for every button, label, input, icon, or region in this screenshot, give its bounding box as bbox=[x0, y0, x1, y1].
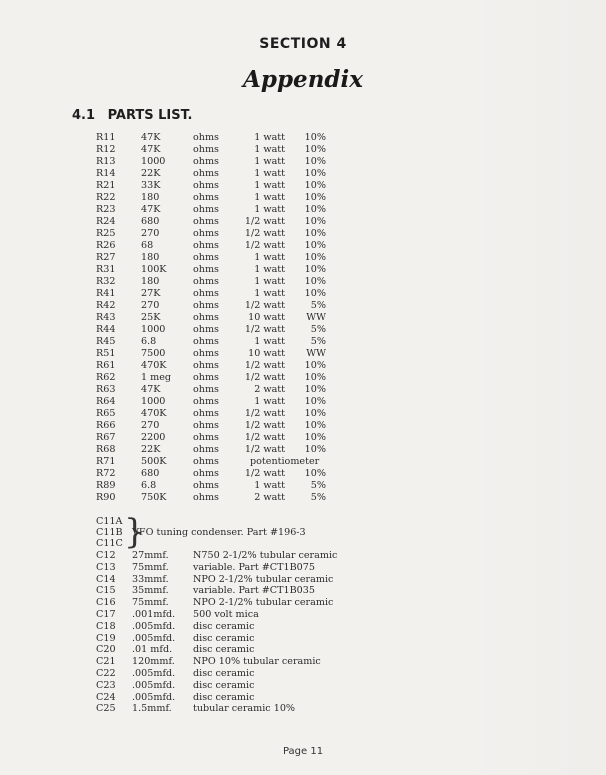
part-tolerance: 10% bbox=[304, 396, 326, 407]
part-value: .005mfd. bbox=[132, 667, 176, 679]
part-value: 75mmf. bbox=[132, 561, 169, 573]
part-description: 500 volt mica bbox=[193, 608, 259, 620]
part-unit: ohms bbox=[193, 264, 219, 275]
part-ref: C22 bbox=[96, 667, 116, 679]
part-value: 1.5mmf. bbox=[132, 703, 172, 715]
part-unit: ohms bbox=[193, 468, 219, 479]
part-wattage: 1 watt bbox=[254, 168, 285, 179]
vfo-ref: C11C bbox=[96, 538, 123, 549]
part-ref: R44 bbox=[96, 324, 116, 335]
part-description: disc ceramic bbox=[193, 679, 255, 691]
part-wattage: 1 watt bbox=[254, 180, 285, 191]
part-wattage: 1/2 watt bbox=[244, 372, 285, 383]
part-ref: R32 bbox=[96, 276, 116, 287]
resistor-row bbox=[0, 228, 606, 240]
part-wattage: 1 watt bbox=[254, 192, 285, 203]
resistor-row bbox=[0, 324, 606, 336]
part-wattage: 1 watt bbox=[254, 480, 285, 491]
vfo-ref: C11B bbox=[96, 527, 123, 538]
part-tolerance: 10% bbox=[304, 288, 326, 299]
part-ref: R63 bbox=[96, 384, 116, 395]
part-unit: ohms bbox=[193, 168, 219, 179]
part-ref: C17 bbox=[96, 608, 116, 620]
part-description: N750 2-1/2% tubular ceramic bbox=[193, 550, 338, 561]
part-ref: R14 bbox=[96, 168, 116, 179]
part-wattage: 1/2 watt bbox=[244, 444, 285, 455]
part-wattage: 1 watt bbox=[254, 336, 285, 347]
capacitor-row bbox=[0, 585, 606, 597]
part-value: 6.8 bbox=[141, 336, 157, 347]
part-wattage: 1 watt bbox=[254, 204, 285, 215]
resistor-row bbox=[0, 396, 606, 408]
part-wattage: 1/2 watt bbox=[244, 432, 285, 443]
part-unit: ohms bbox=[193, 192, 219, 203]
part-unit: ohms bbox=[193, 240, 219, 251]
part-value: 180 bbox=[141, 252, 160, 263]
part-wattage: 2 watt bbox=[254, 384, 285, 395]
part-wattage: 1/2 watt bbox=[244, 324, 285, 335]
part-wattage: 1/2 watt bbox=[244, 216, 285, 227]
heading-label: PARTS LIST. bbox=[107, 108, 193, 123]
part-tolerance: 10% bbox=[304, 264, 326, 275]
page-title: Appendix bbox=[243, 66, 363, 93]
capacitor-row bbox=[0, 550, 606, 562]
part-value: 470K bbox=[141, 360, 167, 371]
part-ref: R65 bbox=[96, 408, 116, 419]
part-wattage: 1 watt bbox=[254, 132, 285, 143]
part-ref: R43 bbox=[96, 312, 116, 323]
resistor-row bbox=[0, 408, 606, 420]
part-ref: R61 bbox=[96, 360, 116, 371]
part-tolerance: 5% bbox=[310, 336, 326, 347]
part-tolerance: 10% bbox=[304, 252, 326, 263]
part-wattage: 10 watt bbox=[248, 312, 285, 323]
part-unit: ohms bbox=[193, 324, 219, 335]
part-wattage: 1 watt bbox=[254, 252, 285, 263]
part-ref: C23 bbox=[96, 679, 116, 691]
part-unit: ohms bbox=[193, 432, 219, 443]
part-unit: ohms bbox=[193, 492, 219, 503]
part-unit: ohms bbox=[193, 312, 219, 323]
part-ref: R24 bbox=[96, 216, 116, 227]
part-value: 33mmf. bbox=[132, 573, 169, 585]
part-value: 680 bbox=[141, 216, 160, 227]
part-ref: R71 bbox=[96, 456, 116, 467]
capacitor-row bbox=[0, 562, 606, 574]
part-unit: ohms bbox=[193, 360, 219, 371]
part-value: 270 bbox=[141, 228, 160, 239]
part-value: 1000 bbox=[141, 156, 166, 167]
resistor-row bbox=[0, 372, 606, 384]
part-unit: ohms bbox=[193, 420, 219, 431]
part-description: disc ceramic bbox=[193, 620, 255, 632]
part-ref: R25 bbox=[96, 228, 116, 239]
part-ref: R67 bbox=[96, 432, 116, 443]
part-unit: ohms bbox=[193, 156, 219, 167]
part-value: .005mfd. bbox=[132, 620, 176, 632]
vfo-description: VFO tuning condenser. Part #196-3 bbox=[132, 527, 306, 538]
part-tolerance: 10% bbox=[304, 204, 326, 215]
part-ref: R12 bbox=[96, 144, 116, 155]
part-wattage: 1/2 watt bbox=[244, 468, 285, 479]
part-tolerance: 10% bbox=[304, 444, 326, 455]
part-unit: ohms bbox=[193, 300, 219, 311]
part-value: 68 bbox=[141, 240, 154, 251]
part-tolerance: 5% bbox=[310, 300, 326, 311]
capacitor-row bbox=[0, 703, 606, 715]
capacitor-row bbox=[0, 680, 606, 692]
part-ref: C16 bbox=[96, 597, 116, 609]
part-ref: C12 bbox=[96, 550, 116, 561]
part-value: 180 bbox=[141, 276, 160, 287]
part-unit: ohms bbox=[193, 288, 219, 299]
part-unit: ohms bbox=[193, 216, 219, 227]
part-unit: ohms bbox=[193, 408, 219, 419]
part-unit: ohms bbox=[193, 252, 219, 263]
part-ref: R13 bbox=[96, 156, 116, 167]
resistor-row bbox=[0, 456, 606, 468]
part-wattage: 1/2 watt bbox=[244, 228, 285, 239]
resistor-row bbox=[0, 132, 606, 144]
resistor-row bbox=[0, 216, 606, 228]
resistor-row bbox=[0, 300, 606, 312]
part-value: 500K bbox=[141, 456, 167, 467]
part-ref: C21 bbox=[96, 656, 116, 668]
part-value: 27K bbox=[141, 288, 161, 299]
resistor-list bbox=[0, 132, 606, 504]
capacitor-row bbox=[0, 633, 606, 645]
resistor-row bbox=[0, 444, 606, 456]
part-ref: R23 bbox=[96, 204, 116, 215]
part-value: 680 bbox=[141, 468, 160, 479]
part-tolerance: 5% bbox=[310, 480, 326, 491]
part-unit: ohms bbox=[193, 480, 219, 491]
part-wattage: 1 watt bbox=[254, 396, 285, 407]
part-unit: ohms bbox=[193, 444, 219, 455]
part-wattage: 2 watt bbox=[254, 492, 285, 503]
part-tolerance: 10% bbox=[304, 384, 326, 395]
part-value: 1 meg bbox=[141, 372, 172, 383]
section-label: SECTION 4 bbox=[259, 36, 347, 52]
part-wattage: 1/2 watt bbox=[244, 300, 285, 311]
part-ref: R22 bbox=[96, 192, 116, 203]
part-tolerance: 10% bbox=[304, 276, 326, 287]
resistor-row bbox=[0, 336, 606, 348]
capacitor-row bbox=[0, 644, 606, 656]
part-value: 27mmf. bbox=[132, 550, 169, 561]
part-tolerance: 10% bbox=[304, 360, 326, 371]
resistor-row bbox=[0, 420, 606, 432]
part-ref: R68 bbox=[96, 444, 116, 455]
part-value: 270 bbox=[141, 300, 160, 311]
part-description: disc ceramic bbox=[193, 667, 255, 679]
capacitor-row bbox=[0, 692, 606, 704]
part-description: variable. Part #CT1B035 bbox=[193, 585, 315, 597]
part-value: 25K bbox=[141, 312, 161, 323]
part-tolerance: 10% bbox=[304, 192, 326, 203]
vfo-refs bbox=[96, 516, 123, 549]
part-value: 1000 bbox=[141, 396, 166, 407]
part-tolerance: 10% bbox=[304, 420, 326, 431]
part-tolerance: 10% bbox=[304, 432, 326, 443]
part-ref: C15 bbox=[96, 585, 116, 597]
part-value: 180 bbox=[141, 192, 160, 203]
capacitor-row bbox=[0, 656, 606, 668]
part-ref: R21 bbox=[96, 180, 116, 191]
part-ref: R27 bbox=[96, 252, 116, 263]
part-wattage: 1/2 watt bbox=[244, 408, 285, 419]
part-unit: ohms bbox=[193, 384, 219, 395]
part-tolerance: 10% bbox=[304, 372, 326, 383]
part-wattage: 1/2 watt bbox=[244, 420, 285, 431]
part-value: .005mfd. bbox=[132, 632, 176, 644]
part-unit: ohms bbox=[193, 372, 219, 383]
part-description: disc ceramic bbox=[193, 632, 255, 644]
resistor-row bbox=[0, 288, 606, 300]
resistor-row bbox=[0, 144, 606, 156]
part-unit: ohms bbox=[193, 228, 219, 239]
part-tolerance: WW bbox=[306, 312, 326, 323]
part-ref: R42 bbox=[96, 300, 116, 311]
part-value: 470K bbox=[141, 408, 167, 419]
part-ref: R64 bbox=[96, 396, 116, 407]
part-unit: ohms bbox=[193, 144, 219, 155]
part-value: 47K bbox=[141, 384, 161, 395]
part-wattage: 1 watt bbox=[254, 264, 285, 275]
part-value: 22K bbox=[141, 444, 161, 455]
capacitor-row bbox=[0, 621, 606, 633]
part-unit: ohms bbox=[193, 204, 219, 215]
part-value: 120mmf. bbox=[132, 656, 175, 668]
part-ref: R72 bbox=[96, 468, 116, 479]
part-ref: C14 bbox=[96, 573, 116, 585]
part-unit: ohms bbox=[193, 396, 219, 407]
part-value: 47K bbox=[141, 204, 161, 215]
resistor-row bbox=[0, 468, 606, 480]
part-unit: ohms bbox=[193, 132, 219, 143]
part-tolerance: WW bbox=[306, 348, 326, 359]
part-description: NPO 10% tubular ceramic bbox=[193, 656, 321, 668]
part-value: 1000 bbox=[141, 324, 166, 335]
resistor-row bbox=[0, 240, 606, 252]
part-ref: R62 bbox=[96, 372, 116, 383]
part-wattage: 1/2 watt bbox=[244, 240, 285, 251]
part-wattage: 1/2 watt bbox=[244, 360, 285, 371]
part-value: 100K bbox=[141, 264, 167, 275]
resistor-row bbox=[0, 312, 606, 324]
resistor-row bbox=[0, 276, 606, 288]
resistor-row bbox=[0, 252, 606, 264]
part-ref: C24 bbox=[96, 691, 116, 703]
part-value: 750K bbox=[141, 492, 167, 503]
resistor-row bbox=[0, 156, 606, 168]
part-ref: R11 bbox=[96, 132, 116, 143]
part-ref: R31 bbox=[96, 264, 116, 275]
capacitor-row bbox=[0, 574, 606, 586]
part-unit: ohms bbox=[193, 180, 219, 191]
resistor-row bbox=[0, 432, 606, 444]
part-ref: R89 bbox=[96, 480, 116, 491]
resistor-row bbox=[0, 180, 606, 192]
part-tolerance: 10% bbox=[304, 216, 326, 227]
part-value: 47K bbox=[141, 144, 161, 155]
part-unit: ohms bbox=[193, 336, 219, 347]
part-unit: ohms bbox=[193, 348, 219, 359]
part-tolerance: 10% bbox=[304, 156, 326, 167]
part-tolerance: 10% bbox=[304, 408, 326, 419]
part-wattage: 1 watt bbox=[254, 144, 285, 155]
part-value: 22K bbox=[141, 168, 161, 179]
part-tolerance: 5% bbox=[310, 492, 326, 503]
part-tolerance: 10% bbox=[304, 168, 326, 179]
vfo-condenser-group bbox=[96, 512, 306, 552]
part-unit: ohms bbox=[193, 276, 219, 287]
part-type: potentiometer bbox=[250, 456, 320, 467]
part-ref: R66 bbox=[96, 420, 116, 431]
part-tolerance: 10% bbox=[304, 132, 326, 143]
page-number: Page 11 bbox=[282, 746, 324, 757]
part-tolerance: 10% bbox=[304, 468, 326, 479]
part-wattage: 1 watt bbox=[254, 288, 285, 299]
part-value: .001mfd. bbox=[132, 608, 176, 620]
capacitor-row bbox=[0, 668, 606, 680]
part-value: 7500 bbox=[141, 348, 166, 359]
vfo-ref: C11A bbox=[96, 516, 123, 527]
part-ref: R45 bbox=[96, 336, 116, 347]
part-value: 33K bbox=[141, 180, 161, 191]
resistor-row bbox=[0, 360, 606, 372]
part-tolerance: 10% bbox=[304, 228, 326, 239]
part-value: .01 mfd. bbox=[132, 644, 173, 656]
part-wattage: 1 watt bbox=[254, 156, 285, 167]
parts-list-heading bbox=[72, 108, 192, 123]
part-tolerance: 5% bbox=[310, 324, 326, 335]
part-ref: C18 bbox=[96, 620, 116, 632]
part-unit: ohms bbox=[193, 456, 219, 467]
part-value: 6.8 bbox=[141, 480, 157, 491]
resistor-row bbox=[0, 204, 606, 216]
resistor-row bbox=[0, 492, 606, 504]
part-value: 35mmf. bbox=[132, 585, 169, 597]
resistor-row bbox=[0, 480, 606, 492]
part-ref: R26 bbox=[96, 240, 116, 251]
part-description: disc ceramic bbox=[193, 691, 255, 703]
capacitor-row bbox=[0, 597, 606, 609]
part-value: 47K bbox=[141, 132, 161, 143]
part-description: variable. Part #CT1B075 bbox=[193, 561, 315, 573]
part-ref: R90 bbox=[96, 492, 116, 503]
capacitor-list bbox=[0, 550, 606, 715]
brace-symbol: } bbox=[124, 512, 146, 552]
part-ref: R41 bbox=[96, 288, 116, 299]
part-ref: C20 bbox=[96, 644, 116, 656]
part-wattage: 1 watt bbox=[254, 276, 285, 287]
part-value: .005mfd. bbox=[132, 679, 176, 691]
part-value: .005mfd. bbox=[132, 691, 176, 703]
part-ref: C25 bbox=[96, 703, 116, 715]
resistor-row bbox=[0, 384, 606, 396]
part-value: 75mmf. bbox=[132, 597, 169, 609]
resistor-row bbox=[0, 264, 606, 276]
part-ref: R51 bbox=[96, 348, 116, 359]
part-description: NPO 2-1/2% tubular ceramic bbox=[193, 573, 334, 585]
part-value: 270 bbox=[141, 420, 160, 431]
part-description: tubular ceramic 10% bbox=[193, 703, 296, 715]
part-tolerance: 10% bbox=[304, 240, 326, 251]
resistor-row bbox=[0, 168, 606, 180]
part-tolerance: 10% bbox=[304, 180, 326, 191]
part-wattage: 10 watt bbox=[248, 348, 285, 359]
part-ref: C19 bbox=[96, 632, 116, 644]
resistor-row bbox=[0, 348, 606, 360]
heading-number: 4.1 bbox=[72, 108, 96, 123]
part-tolerance: 10% bbox=[304, 144, 326, 155]
part-value: 2200 bbox=[141, 432, 166, 443]
resistor-row bbox=[0, 192, 606, 204]
capacitor-row bbox=[0, 609, 606, 621]
part-description: NPO 2-1/2% tubular ceramic bbox=[193, 597, 334, 609]
part-description: disc ceramic bbox=[193, 644, 255, 656]
part-ref: C13 bbox=[96, 561, 116, 573]
